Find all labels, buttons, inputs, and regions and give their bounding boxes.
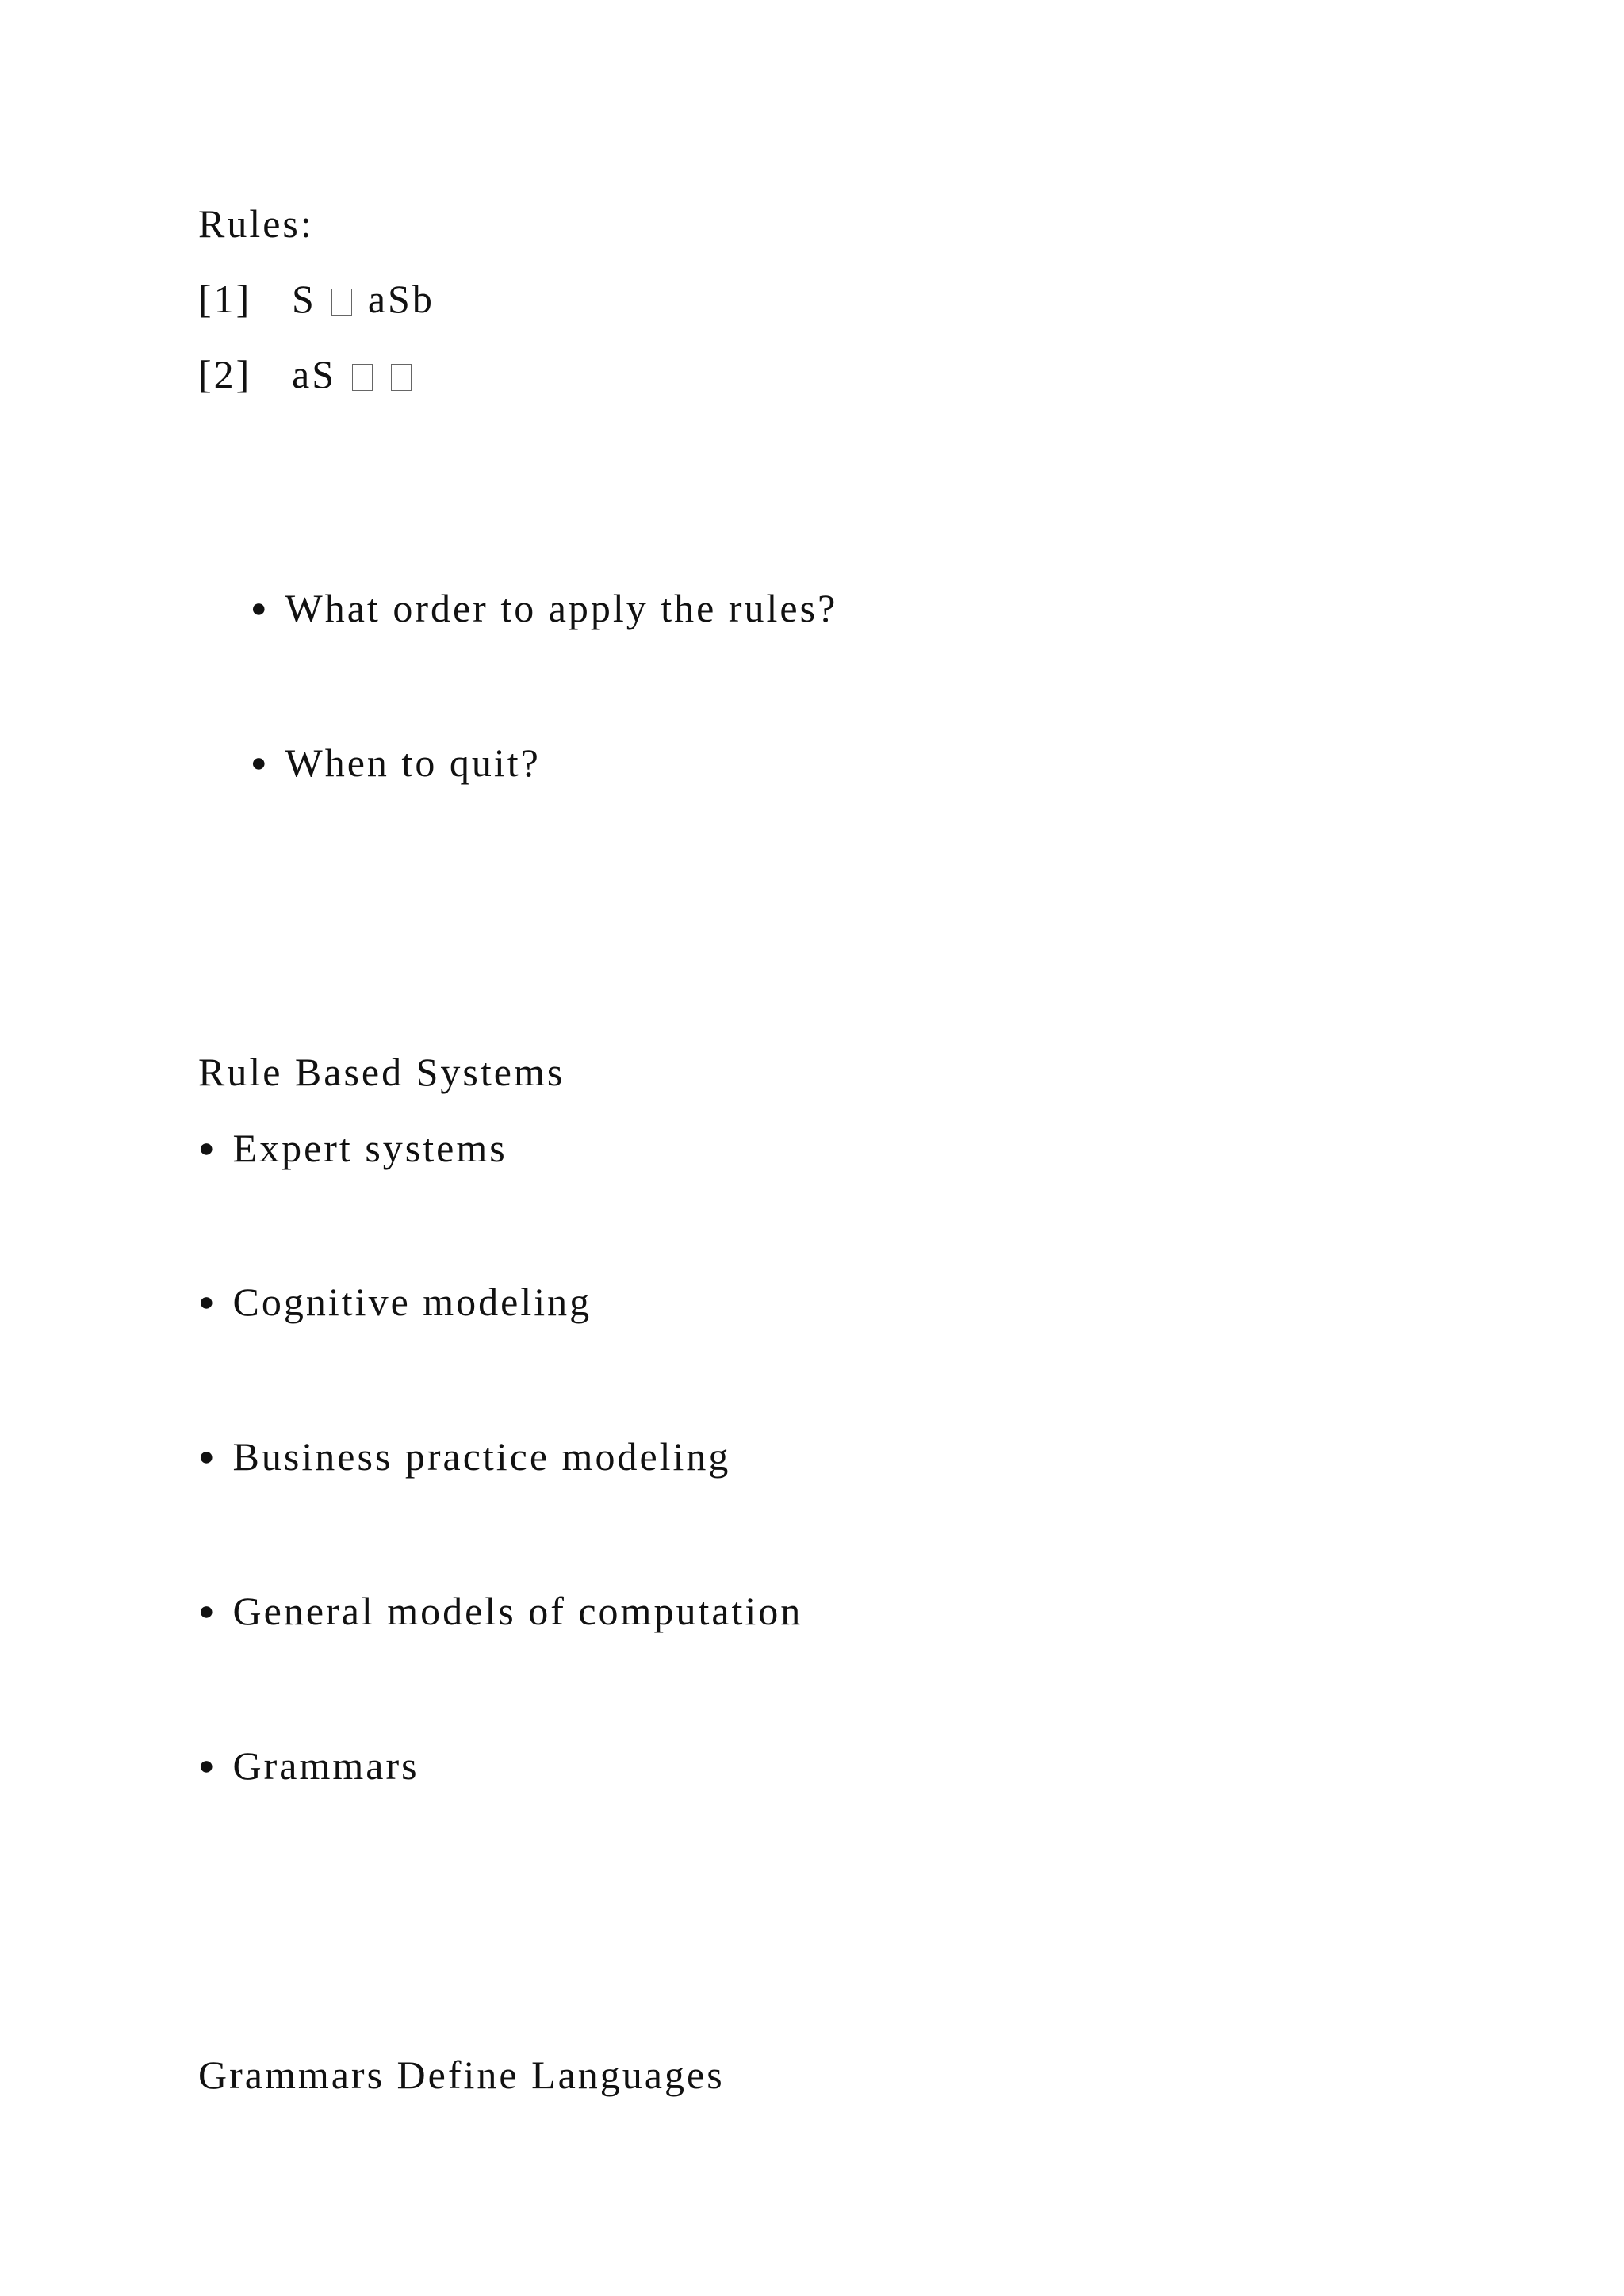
list-item-text: Business practice modeling [232,1434,731,1479]
rule-2-lhs: aS [292,352,336,396]
question-item [251,739,541,787]
list-item-text: General models of computation [232,1589,803,1633]
question-text: What order to apply the rules? [285,586,838,630]
bullet-icon: ● [198,1442,217,1471]
list-item-text: Cognitive modeling [232,1280,592,1324]
bullet-icon: ● [198,1751,217,1781]
missing-glyph-arrow-icon [352,364,373,391]
missing-glyph-epsilon-icon [391,364,412,391]
list-item [198,1278,592,1326]
missing-glyph-arrow-icon [331,289,352,316]
rule-2-number: [2] [198,352,252,396]
list-item-text: Expert systems [232,1126,508,1170]
question-item [251,584,837,633]
bullet-icon: ● [198,1597,217,1626]
grammars-heading: Grammars Define Languages [198,2053,725,2097]
rule-1 [198,275,435,323]
rules-heading: Rules: [198,201,314,246]
list-item [198,1433,730,1481]
list-item-text: Grammars [232,1743,419,1788]
list-item [198,1587,802,1636]
list-item [198,1124,508,1173]
rule-1-number: [1] [198,277,252,321]
rule-2 [198,350,415,398]
bullet-icon: ● [198,1288,217,1317]
list-item [198,1742,419,1790]
bullet-icon: ● [251,748,270,778]
bullet-icon: ● [251,594,270,623]
rule-1-rhs: aSb [367,277,435,321]
rule-1-lhs: S [292,277,316,321]
bullet-icon: ● [198,1134,217,1163]
question-text: When to quit? [285,740,541,785]
rule-based-systems-heading: Rule Based Systems [198,1050,565,1094]
